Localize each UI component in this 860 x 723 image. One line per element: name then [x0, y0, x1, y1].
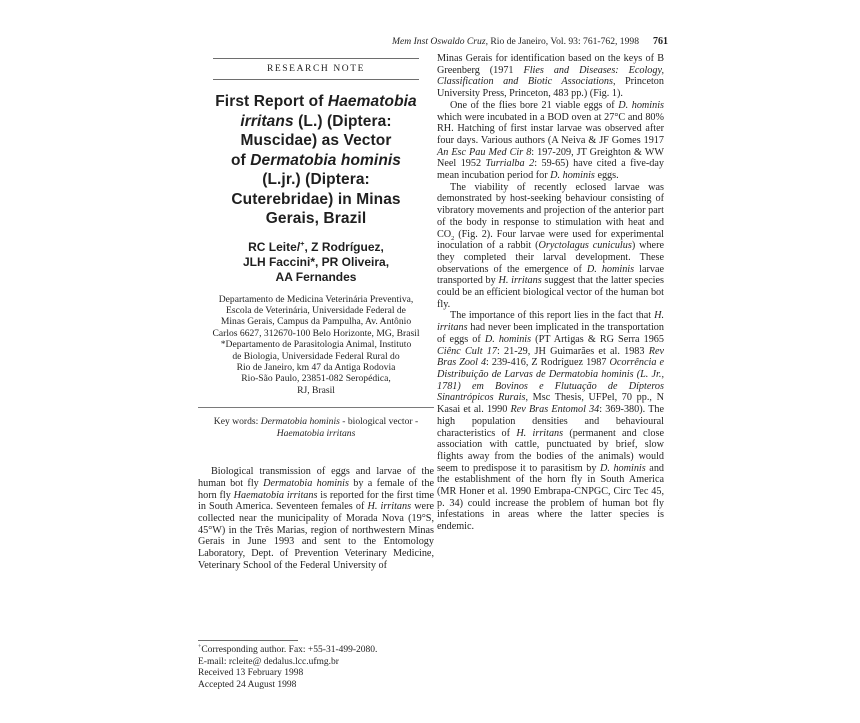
text-segment: Rev Bras Zool 4: [437, 345, 664, 369]
text-line: [198, 668, 448, 680]
text-line: [198, 270, 434, 285]
text-segment: *Departamento de Parasitologia Animal, Instituto: [220, 339, 412, 351]
text-segment: , Princeton University Press, Princeton, 483 pp.) (Fig. 1).: [437, 76, 664, 100]
text-segment: by a female of the horn fly: [198, 477, 435, 501]
text-segment: RC Leite/: [248, 239, 301, 254]
text-segment: suggest that the latter species could be an efficient biological vector of the human bot fly.: [437, 275, 664, 310]
text-segment: ) where they completed their larval development. These observations of the emergence of: [437, 240, 664, 275]
text-segment: (L.) (Diptera:: [293, 112, 392, 130]
text-segment: H. irritans: [367, 501, 412, 513]
affiliation-block: [198, 294, 434, 397]
text-segment: H. irritans: [516, 427, 564, 439]
text-segment: D. hominis: [484, 333, 532, 345]
text-segment: Haematobia: [327, 93, 417, 110]
text-segment: H. irritans: [437, 310, 664, 334]
text-line: [198, 92, 434, 112]
text-segment: : 197-209, JT Greighton & WW Neel 1952: [437, 146, 664, 170]
text-line: [198, 362, 434, 373]
text-line: [198, 255, 434, 270]
text-segment: +: [198, 643, 202, 650]
text-segment: D. hominis: [550, 170, 595, 182]
left-column: [198, 52, 434, 571]
section-label: RESEARCH NOTE: [213, 58, 419, 80]
paragraph: [437, 310, 664, 532]
text-line: [198, 151, 434, 171]
paragraph: [198, 466, 434, 571]
text-segment: RJ, Brasil: [297, 384, 335, 396]
text-line: [198, 645, 448, 657]
text-segment: : 239-416, Z Rodríguez 1987: [486, 357, 610, 369]
text-segment: Oryctolagus cuniculus: [538, 240, 632, 252]
text-segment: An Esc Pau Med Cir 8: [437, 146, 532, 158]
text-segment: First Report of: [215, 93, 328, 110]
text-segment: Biological transmission of eggs and larvae of the human bot fly: [198, 466, 434, 489]
paragraph: [437, 53, 664, 100]
text-line: [198, 428, 434, 440]
text-segment: de Biologia, Universidade Federal Rural do: [232, 350, 400, 362]
left-body-text: [198, 466, 434, 571]
author-list: [198, 240, 434, 285]
text-line: [198, 373, 434, 384]
text-segment: Ocorrência e Distribuição de Larvas de Dermatobia hominis (L. Jr., 1781) em Bovinos e Flutuação de Dípteros Sinantrópicos Rurais: [437, 357, 664, 404]
keywords-divider: [198, 407, 434, 408]
footnote-rule: [198, 640, 298, 641]
text-segment: E-mail: rcleite@ dedalus.lcc.ufmg.br: [198, 656, 339, 667]
text-line: [198, 385, 434, 396]
text-line: [198, 190, 434, 210]
text-segment: The importance of this report lies in the fact that: [450, 310, 655, 322]
text-segment: Carlos 6627, 312670-100 Belo Horizonte, MG, Brasil: [212, 327, 420, 339]
text-segment: The viability of recently eclosed larvae was demonstrated by host-seeking behaviour consisting of vibratory movements and projection of the anterior part of the body in response to stimulation with heat and CO: [437, 181, 664, 240]
text-segment: (Fig. 2). Four larvae were used for experimental inoculation of a rabbit (: [437, 228, 664, 252]
text-segment: Minas Gerais, Campus da Pampulha, Av. Antônio: [220, 316, 412, 328]
footnote-lines: [198, 645, 448, 691]
journal-issue-info: Rio de Janeiro, Vol. 93: 761-762, 1998: [487, 36, 639, 47]
text-segment: Key words:: [213, 416, 261, 428]
text-segment: Cuterebridae) in Minas: [231, 190, 401, 208]
text-line: [198, 170, 434, 190]
keywords-block: [198, 416, 434, 440]
text-segment: had never been implicated in the transportation of eggs of: [437, 322, 664, 345]
text-segment: : 59-65) have cited a five-day mean incubation period for: [437, 158, 665, 182]
text-segment: Escola de Veterinária, Universidade Federal de: [226, 304, 406, 316]
text-segment: (L.jr.) (Diptera:: [262, 171, 370, 188]
text-line: [198, 131, 434, 151]
text-segment: Haematobia irritans: [276, 428, 356, 440]
text-segment: Rio de Janeiro, km 47 da Antiga Rodovia: [236, 361, 396, 373]
text-line: [198, 294, 434, 305]
text-segment: Corresponding author. Fax: +55-31-499-2080.: [201, 645, 378, 655]
text-segment: D. hominis: [600, 462, 646, 474]
text-line: [198, 680, 448, 692]
text-line: [198, 328, 434, 339]
text-segment: Ciênc Cult 17: [437, 345, 497, 357]
text-segment: Dermatobia hominis: [260, 416, 340, 428]
footnote-block: [198, 640, 448, 691]
journal-citation: [392, 36, 639, 47]
text-segment: D. hominis: [618, 99, 664, 111]
text-line: [198, 316, 434, 327]
text-segment: eggs.: [594, 170, 619, 182]
text-segment: , Z Rodríguez,: [304, 239, 384, 254]
text-line: [198, 351, 434, 362]
text-segment: JLH Faccini*, PR Oliveira,: [242, 254, 390, 269]
right-body-text: [437, 53, 664, 533]
page-number: 761: [653, 36, 668, 47]
paragraph: [437, 182, 664, 311]
text-segment: were collected near the municipality of Morada Nova (19°S, 45°W) in the Três Marias, region of northwestern Minas Gerais in June 1993 and sent to the Entomology Laboratory, Dept. of Prevention Veterinary Medicine, Veterinary School of the Federal University of: [198, 501, 434, 571]
text-segment: H. irritans: [498, 275, 542, 287]
text-segment: is reported for the first time in South America. Seventeen females of: [198, 489, 434, 513]
text-line: [198, 416, 434, 428]
text-segment: Muscidae) as Vector: [240, 132, 392, 149]
text-segment: , Msc Thesis, UFPel, 70 pp., N Kasai et al. 1990: [437, 392, 664, 416]
text-segment: and the establishment of the horn fly in South America (MR Honer et al. 1990 Embrapa-CNPGC, Circ Tec 45, p. 34) could increase the problem of human bot fly infestations in areas where the latter species is endemic.: [437, 462, 665, 533]
text-segment: of: [230, 151, 251, 169]
text-segment: One of the flies bore 21 viable eggs of: [450, 99, 619, 111]
text-line: [198, 305, 434, 316]
text-segment: (permanent and close association with cattle, punctuated by brief, slow flights away from the bodies of the animals) would seem to predispose it to parasitism by: [437, 427, 664, 474]
text-segment: larvae transported by: [437, 263, 665, 287]
text-segment: Dermatobia hominis: [263, 477, 349, 489]
text-segment: Dermatobia hominis: [250, 151, 402, 169]
text-segment: Haematobia irritans: [233, 489, 318, 501]
text-segment: : 21-29, JH Guimarães et al. 1983: [496, 345, 649, 357]
text-segment: - biological vector -: [339, 416, 419, 428]
text-segment: Minas Gerais for identification based on the keys of B Greenberg (1971: [437, 53, 664, 76]
text-segment: D. hominis: [586, 263, 635, 275]
text-segment: Accepted 24 August 1998: [198, 679, 297, 690]
running-head: [392, 36, 668, 47]
text-segment: Turrialba 2: [485, 158, 535, 170]
text-segment: Gerais, Brazil: [265, 210, 367, 227]
journal-name: Mem Inst Oswaldo Cruz,: [392, 36, 488, 47]
text-line: [198, 240, 434, 255]
text-segment: AA Fernandes: [275, 269, 357, 284]
text-line: [198, 339, 434, 350]
text-segment: (PT Artigas & RG Serra 1965: [531, 333, 664, 345]
text-segment: irritans: [240, 112, 294, 130]
article-title: [198, 92, 434, 229]
text-segment: Rev Bras Entomol 34: [510, 404, 600, 416]
text-segment: Rio-São Paulo, 23851-082 Seropédica,: [241, 373, 391, 385]
right-column: [437, 53, 664, 533]
text-segment: Departamento de Medicina Veterinária Preventiva,: [218, 293, 414, 305]
text-segment: Received 13 February 1998: [198, 668, 304, 678]
text-line: [198, 112, 434, 132]
paragraph: [437, 100, 664, 182]
text-line: [198, 209, 434, 229]
text-line: [198, 657, 448, 669]
text-segment: Flies and Diseases: Ecology, Classification and Biotic Associations: [437, 64, 665, 88]
text-segment: which were incubated in a BOD oven at 27°C and 80% RH. Hatching of first instar larvae was observed after four days. Various authors (A Neiva & JF Gomes 1917: [437, 111, 664, 146]
text-segment: 2: [451, 234, 455, 242]
text-segment: +: [300, 238, 305, 248]
text-segment: : 369-380). The high population densities and behavioural characteristics of: [437, 404, 664, 439]
